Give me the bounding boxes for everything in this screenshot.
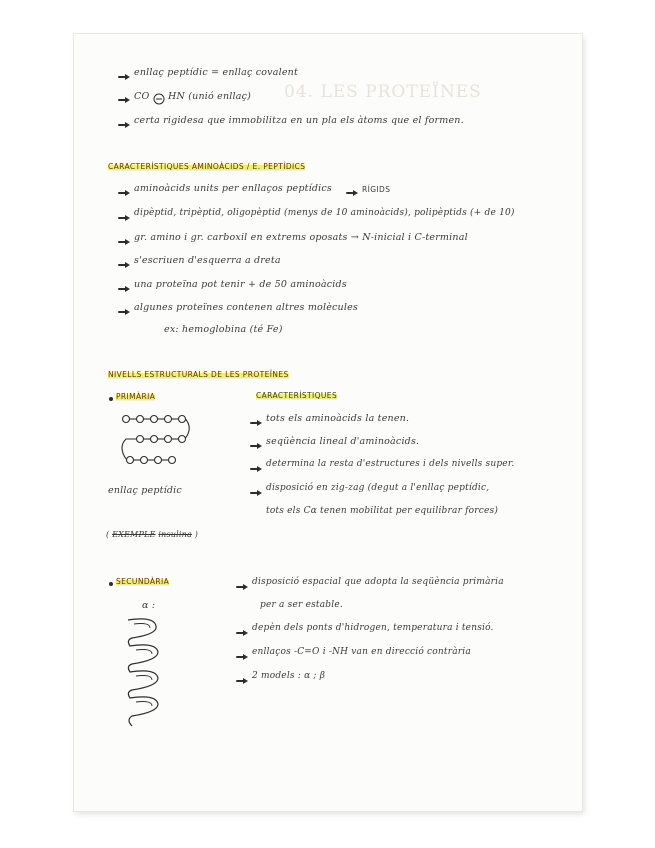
primary-item: disposició en zig-zag (degut a l'enllaç peptídic,	[266, 483, 490, 493]
arrow-icon	[236, 584, 248, 590]
arrow-icon	[118, 97, 130, 103]
primary-item: tots els aminoàcids la tenen.	[266, 413, 410, 424]
arrow-icon	[118, 239, 130, 245]
example-struck: EXEMPLE	[112, 530, 156, 539]
characteristics-item: una proteïna pot tenir + de 50 aminoàcids	[134, 279, 347, 290]
arrow-icon	[118, 262, 130, 268]
arrow-icon	[118, 286, 130, 292]
characteristics-item: gr. amino i gr. carboxil en extrems oposats → N-inicial i C-terminal	[134, 232, 468, 243]
intro-line-2-right: HN (unió enllaç)	[168, 91, 252, 102]
secondary-item: 2 models : α ; β	[252, 671, 326, 681]
peptide-bond-caption: enllaç peptídic	[108, 485, 182, 496]
characteristics-item: s'escriuen d'esquerra a dreta	[134, 255, 281, 266]
arrow-icon	[236, 678, 248, 684]
bleed-through-title: 04. LES PROTEÏNES	[284, 82, 482, 102]
secondary-item: depèn dels ponts d'hidrogen, temperatura i tensió.	[252, 623, 494, 633]
peptide-chain-diagram	[98, 414, 198, 474]
intro-line-1: enllaç peptídic = enllaç covalent	[134, 67, 298, 78]
primary-item: determina la resta d'estructures i dels nivells super.	[266, 459, 515, 469]
secondary-item: disposició espacial que adopta la seqüència primària	[252, 577, 504, 587]
alpha-helix-diagram	[122, 616, 172, 736]
alpha-label: α :	[142, 600, 156, 611]
intro-line-3: certa rigidesa que immobilitza en un pla els àtoms que el formen.	[134, 115, 464, 126]
arrow-icon	[118, 215, 130, 221]
characteristics-subheading: CARACTERÍSTIQUES	[256, 391, 338, 400]
arrow-icon	[236, 654, 248, 660]
arrow-icon	[118, 74, 130, 80]
bullet-icon	[109, 397, 113, 401]
section-heading-characteristics: CARACTERÍSTIQUES AMINOÀCIDS / E. PEPTÍDICS	[108, 162, 306, 171]
characteristics-item: dipèptid, tripèptid, oligopèptid (menys de 10 aminoàcids), polipèptids (+ de 10)	[134, 208, 515, 218]
primary-label: PRIMÀRIA	[116, 392, 156, 401]
example-word: insulina	[158, 530, 192, 539]
hemoglobin-example: ex: hemoglobina (té Fe)	[164, 324, 283, 335]
section-heading-structural-levels: NIVELLS ESTRUCTURALS DE LES PROTEÏNES	[108, 370, 289, 379]
arrow-icon	[250, 466, 262, 472]
primary-example: ( EXEMPLE insulina )	[106, 530, 199, 539]
primary-item: tots els Cα tenen mobilitat per equilibrar forces)	[266, 506, 499, 516]
arrow-icon	[250, 490, 262, 496]
arrow-icon	[118, 122, 130, 128]
intro-line-2-left: CO	[134, 91, 150, 102]
notebook-page	[74, 34, 582, 811]
secondary-item: enllaços -C=O i -NH van en direcció contrària	[252, 647, 471, 657]
arrow-icon	[346, 190, 358, 196]
rigid-label: RÍGIDS	[362, 185, 391, 194]
bullet-icon	[109, 582, 113, 586]
arrow-icon	[250, 420, 262, 426]
arrow-icon	[250, 443, 262, 449]
characteristics-item: aminoàcids units per enllaços peptídics	[134, 183, 332, 194]
secondary-label: SECUNDÀRIA	[116, 577, 170, 586]
arrow-icon	[236, 630, 248, 636]
primary-item: seqüència lineal d'aminoàcids.	[266, 436, 420, 447]
arrow-icon	[118, 309, 130, 315]
minus-circle-icon	[153, 93, 165, 105]
characteristics-item: algunes proteïnes contenen altres molècules	[134, 302, 359, 313]
secondary-item: per a ser estable.	[260, 600, 343, 610]
arrow-icon	[118, 190, 130, 196]
